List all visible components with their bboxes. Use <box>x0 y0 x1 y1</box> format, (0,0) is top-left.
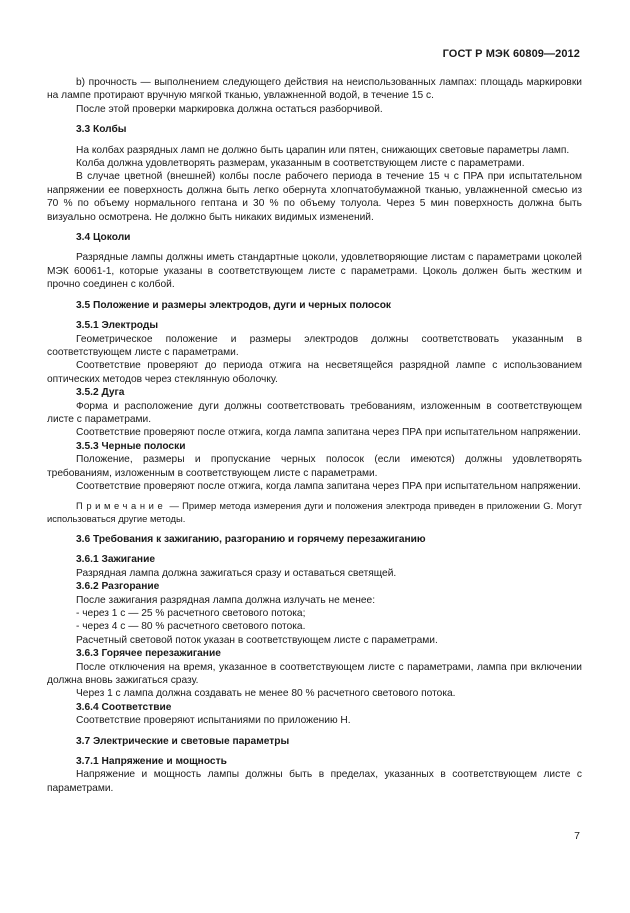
subsection-heading-3-6-4: 3.6.4 Соответствие <box>76 701 172 713</box>
note-label: Примечание <box>76 500 167 512</box>
subsection-heading-3-6-2: 3.6.2 Разгорание <box>76 581 160 593</box>
section-heading-3-5: 3.5 Положение и размеры электродов, дуги и черных полосок <box>76 299 392 311</box>
page-number: 7 <box>574 830 580 842</box>
paragraph: После отключения на время, указанное в соответствующем листе с параметрами, лампа при включении должна вновь зажигаться сразу. <box>47 661 582 687</box>
paragraph: Разрядная лампа должна зажигаться сразу и оставаться светящей. <box>76 567 397 579</box>
list-item: - через 4 с — 80 % расчетного светового потока. <box>76 621 306 633</box>
paragraph: Напряжение и мощность лампы должны быть в пределах, указанных в соответствующем листе с параметрами. <box>47 769 582 794</box>
subsection-heading-3-6-1: 3.6.1 Зажигание <box>76 554 156 566</box>
section-heading-3-4: 3.4 Цоколи <box>76 232 131 244</box>
paragraph: Положение, размеры и пропускание черных полосок (если имеются) должны удовлетворять требованиям, изложенным в соответствующем листе с параметрами. <box>47 454 582 479</box>
paragraph: После зажигания разрядная лампа должна излучать не менее: <box>76 594 376 606</box>
note-text: — Пример метода измерения дуги и положения электрода приведен в приложении G. Могут использоваться другие методы. <box>47 500 582 525</box>
paragraph: Соответствие проверяют испытаниями по приложению Н. <box>76 715 351 727</box>
section-heading-3-7: 3.7 Электрические и световые параметры <box>76 735 290 747</box>
paragraph: После этой проверки маркировка должна остаться разборчивой. <box>76 103 383 115</box>
section-heading-3-6: 3.6 Требования к зажиганию, разгоранию и горячему перезажиганию <box>76 533 426 545</box>
paragraph: Разрядные лампы должны иметь стандартные цоколи, удовлетворяющие листам с параметрами цоколей МЭК 60061-1, которые указаны в соответствующем листе с параметрами. Цоколь должен быть жестким и прочно соединен с колбой. <box>47 252 582 291</box>
paragraph: Колба должна удовлетворять размерам, указанным в соответствующем листе с параметрами. <box>76 158 525 170</box>
paragraph-b-item: b) прочность — выполнением следующего действия на неиспользованных лампах: площадь маркировки на лампе протирают вручную мягкой тканью, увлажненной водой, в течение 15 с. <box>47 77 582 102</box>
paragraph: Расчетный световой поток указан в соответствующем листе с параметрами. <box>76 634 438 646</box>
list-item: - через 1 с — 25 % расчетного светового потока; <box>76 608 306 619</box>
document-id: ГОСТ Р МЭК 60809—2012 <box>442 48 580 60</box>
paragraph: Соответствие проверяют после отжига, когда лампа запитана через ПРА при испытательном напряжении. <box>76 480 581 492</box>
paragraph: Соответствие проверяют до периода отжига на несветящейся разрядной лампе с использованием оптических методов через стеклянную оболочку. <box>47 360 582 385</box>
subsection-heading-3-5-3: 3.5.3 Черные полоски <box>76 440 186 452</box>
page-content <box>47 76 582 795</box>
paragraph: В случае цветной (внешней) колбы после рабочего периода в течение 15 ч с ПРА при испытательном напряжении ее поверхность должна быть легко обернута хлопчатобумажной тканью, увлажненной смесью из 70 % по объему нормального гептана и 30 % по объему толуола. Через 5 мин поверхность должна быть визуально осмотрена. Не должно быть никаких видимых изменений. <box>47 171 582 223</box>
subsection-heading-3-5-1: 3.5.1 Электроды <box>76 320 159 332</box>
note <box>47 500 582 526</box>
subsection-heading-3-7-1: 3.7.1 Напряжение и мощность <box>76 756 227 768</box>
subsection-heading-3-5-2: 3.5.2 Дуга <box>76 387 125 399</box>
paragraph: Соответствие проверяют после отжига, когда лампа запитана через ПРА при испытательном напряжении. <box>76 427 581 439</box>
section-heading-3-3: 3.3 Колбы <box>76 124 127 136</box>
paragraph: Через 1 с лампа должна создавать не менее 80 % расчетного светового потока. <box>76 688 456 700</box>
paragraph: Геометрическое положение и размеры электродов должны соответствовать указанным в соответствующем листе с параметрами. <box>47 333 582 358</box>
subsection-heading-3-6-3: 3.6.3 Горячее перезажигание <box>76 648 221 660</box>
paragraph: На колбах разрядных ламп не должно быть царапин или пятен, снижающих световые параметры ламп. <box>76 144 570 156</box>
paragraph: Форма и расположение дуги должны соответствовать требованиям, изложенным в соответствующем листе с параметрами. <box>47 400 582 425</box>
